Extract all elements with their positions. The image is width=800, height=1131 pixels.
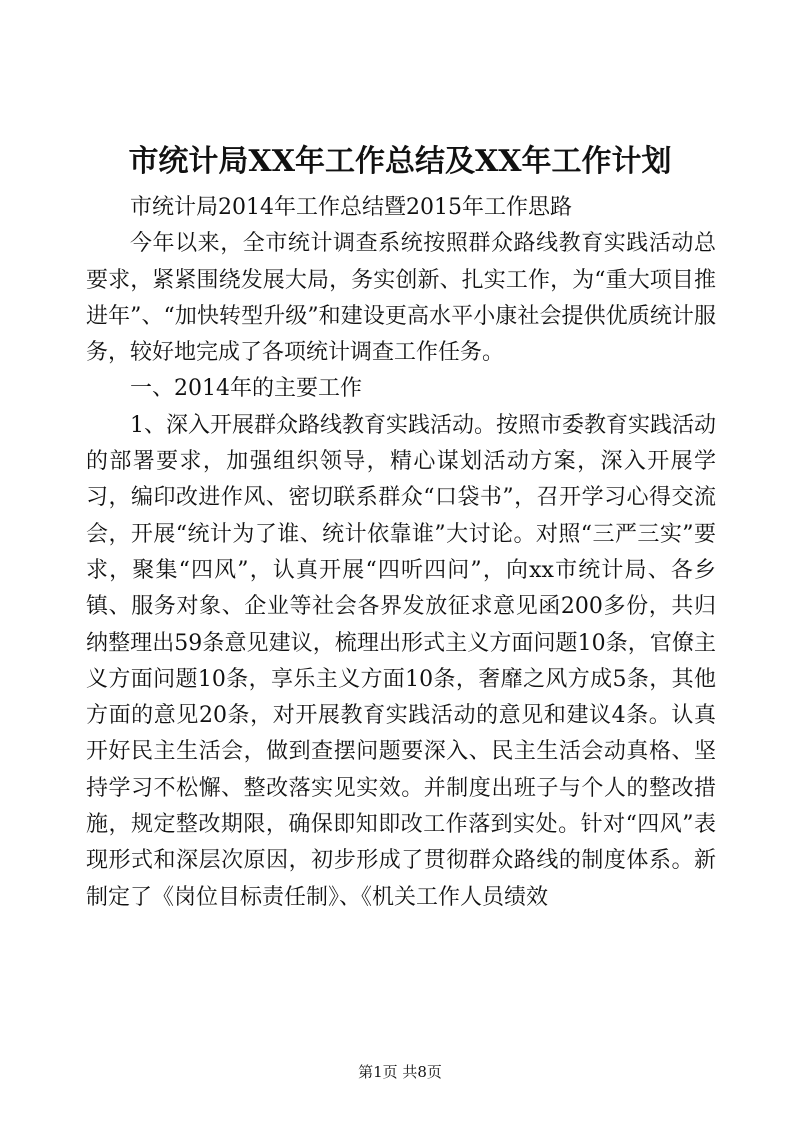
section-heading: 一、2014年的主要工作 bbox=[130, 376, 362, 402]
page-number-footer: 第1页 共8页 bbox=[358, 1063, 442, 1081]
document-title: 市统计局XX年工作总结及XX年工作计划 bbox=[128, 144, 672, 179]
document-body bbox=[86, 190, 716, 916]
subtitle-paragraph: 市统计局2014年工作总结暨2015年工作思路 bbox=[130, 195, 572, 220]
body-paragraph: 1、深入开展群众路线教育实践活动。按照市委教育实践活动的部署要求，加强组织领导，精心谋划活动方案，深入开展学习，编印改进作风、密切联系群众“口袋书”，召开学习心得交流会，开展“统计为了谁、统计依靠谁”大讨论。对照“三严三实”要求，聚集“四风”，认真开展“四听四问”，向xx市统计局、各乡镇、服务对象、企业等社会各界发放征求意见函200多份，共归纳整理出59条意见建议，梳理出形式主义方面问题10条，官僚主义方面问题10条，享乐主义方面10条，奢靡之风方成5条，其他方面的意见20条，对开展教育实践活动的意见和建议4条。认真开好民主生活会，做到查摆问题要深入、民主生活会动真格、坚持学习不松懈、整改落实见实效。并制度出班子与个人的整改措施，规定整改期限，确保即知即改工作落到实处。针对“四风”表现形式和深层次原因，初步形成了贯彻群众路线的制度体系。新制定了《岗位目标责任制》、《机关工作人员绩效 bbox=[86, 412, 716, 910]
intro-paragraph: 今年以来，全市统计调查系统按照群众路线教育实践活动总要求，紧紧围绕发展大局，务实创新、扎实工作，为“重大项目推进年”、“加快转型升级”和建设更高水平小康社会提供优质统计服务，较好地完成了各项统计调查工作任务。 bbox=[86, 231, 716, 366]
